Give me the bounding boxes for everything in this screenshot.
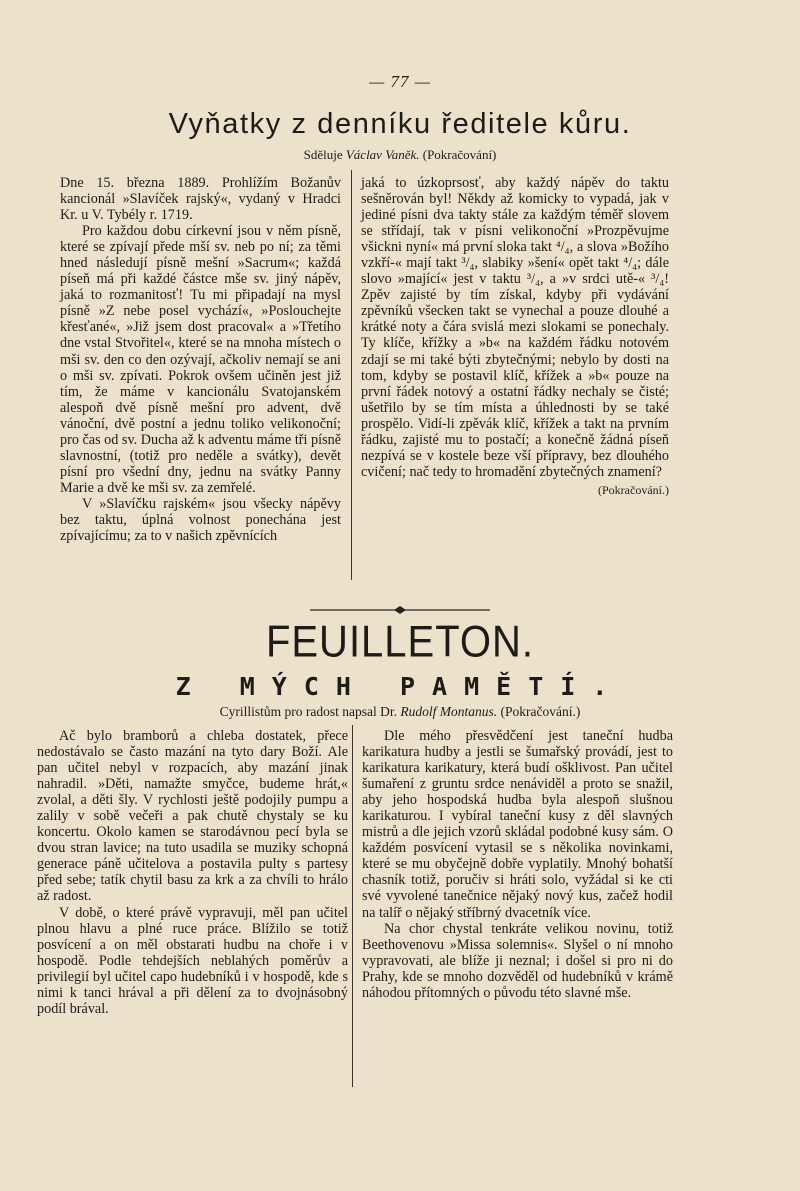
paragraph: V době, o které právě vypravuji, měl pan učitel plnou hlavu a plné ruce práce. Blížilo se totiž posvícení a on měl obstarati hudbu na choře i v hospodě. Podle tehdejších neblahých poměrův a privilegií byl učitel capo hudebníků i v hospodě, kde s nimi k tanci hrával a při dělení za to dvojnásobný podíl brával. bbox=[37, 904, 348, 1017]
page-number: — 77 — bbox=[369, 72, 431, 91]
feuilleton-left-column bbox=[37, 728, 348, 1017]
byline-suffix: (Pokračování) bbox=[419, 147, 497, 162]
feuilleton-heading: FEUILLETON. bbox=[265, 617, 535, 667]
feuilleton-right-column bbox=[362, 728, 673, 1001]
byline-author: Rudolf Montanus. bbox=[400, 704, 498, 719]
paragraph: Ač bylo bramborů a chleba dostatek, přece nedostávalo se často mazání na tyto dary Boží. Ale pan učitel nebyl v rozpacích, aby mazání jinak nahradil. »Děti, namažte smyčce, budeme hrát,« zvolal, a děti šly. V rychlosti ještě podojily pumpu a zalily v sobě večeři a pak chutě chystaly se ku koncertu. Okolo kamen se starodávnou pecí byla se dvou stran lavice; na tuto usadila se muziky schopná generace páně učitelova a postavila pulty s partesy před sebe; tatík chytil basu za krk a za chvíli to hrálo až radost. bbox=[37, 728, 348, 905]
article-right-column bbox=[361, 175, 669, 498]
feuilleton-subtitle: Z MÝCH PAMĚTÍ. bbox=[175, 672, 625, 701]
byline-prefix: Cyrillistům pro radost napsal Dr. bbox=[219, 704, 401, 719]
paragraph: jaká to úzkoprsosť, aby každý nápěv do taktu sešněrován byl! Někdy až komicky to vypadá, jak v jediné písni dva takty stále za každým téměř slovem se střídají, tak v písni velikonoční »Prozpěvujme všickni nyní« má první sloka takt ⁴/₄, a slova »Božího vzkří-« mají takt ³/₄, slabiky »šení« opět takt ⁴/₄; dále slovo »mající« jest v taktu ³/₄, a »v srdci utě-« ³/₄! Zpěv zajisté by tím získal, kdyby při vydávání zpěvníků všecken takt se vynechal a pouze dlouhé a krátké noty a čára svislá mezi slokami se ponechaly. Ty klíče, křížky a »b« na každém řádku notovém zdají se mi také býti zbytečnými; nebylo by dosti na tom, kdyby se postavil klíč, křížek a »b« pouze na první řádek notový a ostatní řádky nechaly se čisté; ušetřilo by se tím místa a úhlednosti by se také prospělo. Vidí-li zpěvák klíč, křížek a takt na prvním řádku, zajisté mu to postačí; a konečně žádná píseň nezpívá se v kostele beze vší přípravy, bez dlouhého cvičení; nač tedy to hromadění zbytečných znamení? bbox=[361, 175, 669, 480]
paragraph: Na chor chystal tenkráte velikou novinu, totiž Beethovenovu »Missa solemnis«. Slyšel o ní mnoho vypravovati, ale blíže ji neznal; i došel si pro ni do Prahy, kde se mnoho dozvěděl od hudebníků v krámě náhodou přítomných o původu této slavné mše. bbox=[362, 920, 673, 1001]
byline-author: Václav Vaněk. bbox=[345, 147, 420, 162]
paragraph: V »Slavíčku rajském« jsou všecky nápěvy bez taktu, úplná volnost ponechána jest zpívajícímu; za to v našich zpěvnících bbox=[60, 495, 341, 545]
paragraph: Pro každou dobu církevní jsou v něm písně, které se zpívají přede mší sv. neb po ní; za těmi hned následují písně mešní »Sacrum«; každá píseň má při každé částce mše sv. jiný nápěv, jaká to rozmanitosť! Tu mi připadají na mysl písně »Z nebe posel vychází«, »Poslouchejte křesťané«, »Již jsem dost pracoval« a »Třetího dne vstal Stvořitel«, které se na mnoha místech o mši sv. den co den ozývají, ačkoliv nemají se ani o mši sv. zpívati. Pokrok ovšem učiněn jest již tím, že máme v kancionálu Svatojanském alespoň dvě písně mešní pro advent, dvě vánoční, dvě postní a jednu toliko velikonoční; pro čas od sv. Ducha až k adventu máme tři písně slavnostní, (totiž pro neděle a svátky), devět písní pro všední dny, jednu na svátky Panny Marie a dvě ke mši sv. za zemřelé. bbox=[60, 223, 341, 496]
column-divider bbox=[351, 170, 352, 580]
byline-suffix: (Pokračování.) bbox=[497, 704, 581, 719]
section-separator bbox=[310, 604, 490, 616]
column-divider bbox=[352, 725, 353, 1087]
continued-note: (Pokračování.) bbox=[598, 482, 669, 497]
article-byline bbox=[0, 147, 800, 163]
paragraph: Dne 15. března 1889. Prohlížím Božanův kancionál »Slavíček rajský«, vydaný v Hradci Kr. u V. Tybély r. 1719. bbox=[60, 175, 341, 224]
article-title: Vyňatky z denníku ředitele kůru. bbox=[168, 108, 632, 140]
paragraph: Dle mého přesvědčení jest taneční hudba karikatura hudby a jestli se šumařský provádí, jest to karikatura karikatury, která budí ošklivost. Pan učitel šumaření z gruntu srdce nenáviděl a proto se snažil, aby jeho hospodská hudba byla alespoň slušnou karikaturou. I vybíral taneční kusy z děl slavných mistrů a dle jejich vzorů skládal podobné kusy sám. O každém posvícení vytasil se s několika novinkami, které se mu obyčejně dobře vyplatily. Mnohý bohatší chasník totiž, poručiv si hráti solo, vyžádal si ke cti své vyvolené tanečnice nějaký nový kus, začež hodil na talíř o nějaký stříbrný dvacetník více. bbox=[362, 728, 673, 921]
article-left-column bbox=[60, 175, 341, 544]
feuilleton-byline bbox=[0, 704, 800, 720]
byline-prefix: Sděluje bbox=[303, 147, 346, 162]
